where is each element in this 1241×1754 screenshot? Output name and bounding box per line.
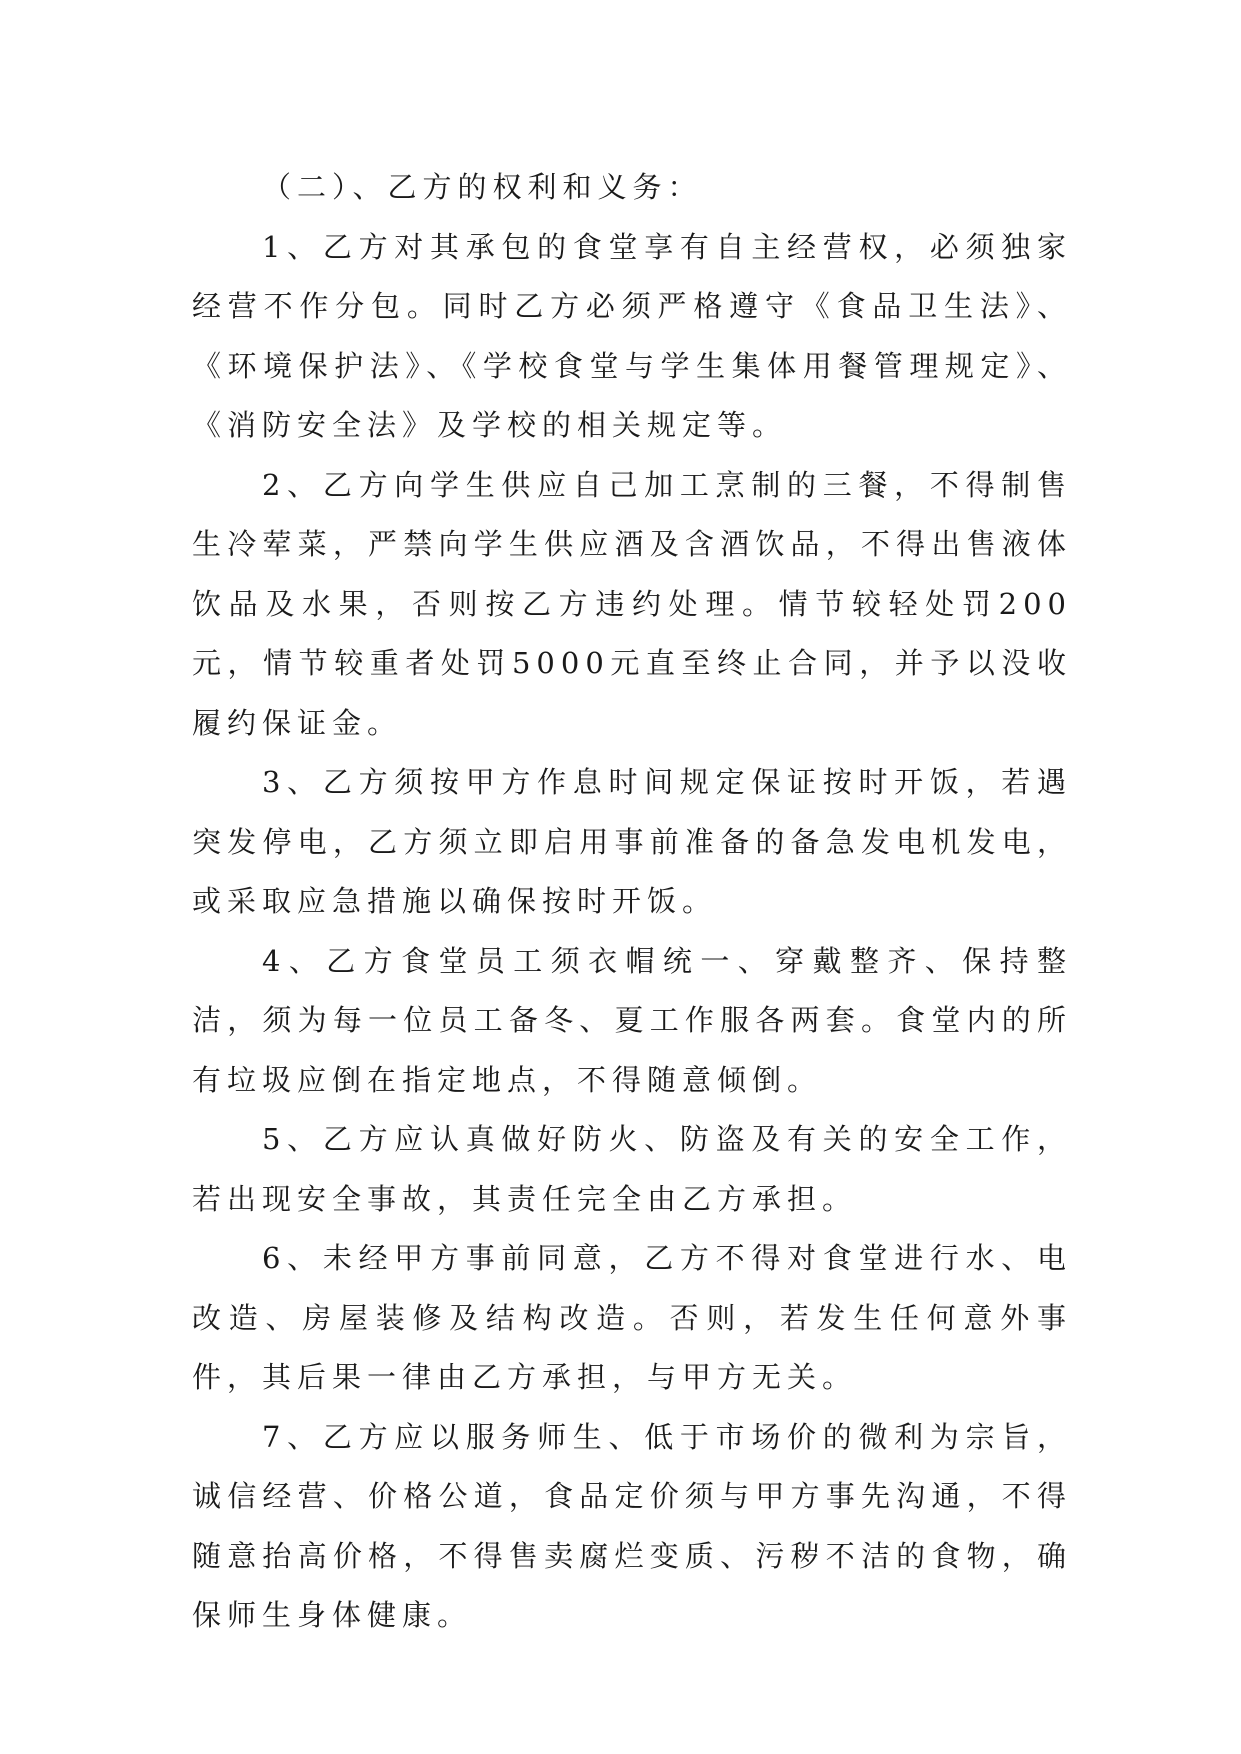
clause-5: 5、乙方应认真做好防火、防盗及有关的安全工作，若出现安全事故，其责任完全由乙方承担。 <box>192 1122 1072 1216</box>
clause-6: 6、未经甲方事前同意，乙方不得对食堂进行水、电改造、房屋装修及结构改造。否则，若发生任何意外事件，其后果一律由乙方承担，与甲方无关。 <box>192 1241 1072 1394</box>
clause-7: 7、乙方应以服务师生、低于市场价的微利为宗旨，诚信经营、价格公道，食品定价须与甲方事先沟通，不得随意抬高价格，不得售卖腐烂变质、污秽不洁的食物，确保师生身体健康。 <box>192 1419 1072 1632</box>
clause-2: 2、乙方向学生供应自己加工烹制的三餐，不得制售生冷荤菜，严禁向学生供应酒及含酒饮品，不得出售液体饮品及水果，否则按乙方违约处理。情节较轻处罚200元，情节较重者处罚5000元直至终止合同，并予以没收履约保证金。 <box>192 467 1072 740</box>
section-heading: （二）、乙方的权利和义务： <box>262 170 703 204</box>
document-body <box>192 158 1072 1646</box>
clause-1: 1、乙方对其承包的食堂享有自主经营权，必须独家经营不作分包。同时乙方必须严格遵守《食品卫生法》、《环境保护法》、《学校食堂与学生集体用餐管理规定》、《消防安全法》及学校的相关规定等。 <box>192 229 1072 442</box>
clause-3: 3、乙方须按甲方作息时间规定保证按时开饭，若遇突发停电，乙方须立即启用事前准备的备急发电机发电，或采取应急措施以确保按时开饭。 <box>192 765 1072 918</box>
clause-4: 4、乙方食堂员工须衣帽统一、穿戴整齐、保持整洁，须为每一位员工备冬、夏工作服各两套。食堂内的所有垃圾应倒在指定地点，不得随意倾倒。 <box>192 943 1072 1097</box>
